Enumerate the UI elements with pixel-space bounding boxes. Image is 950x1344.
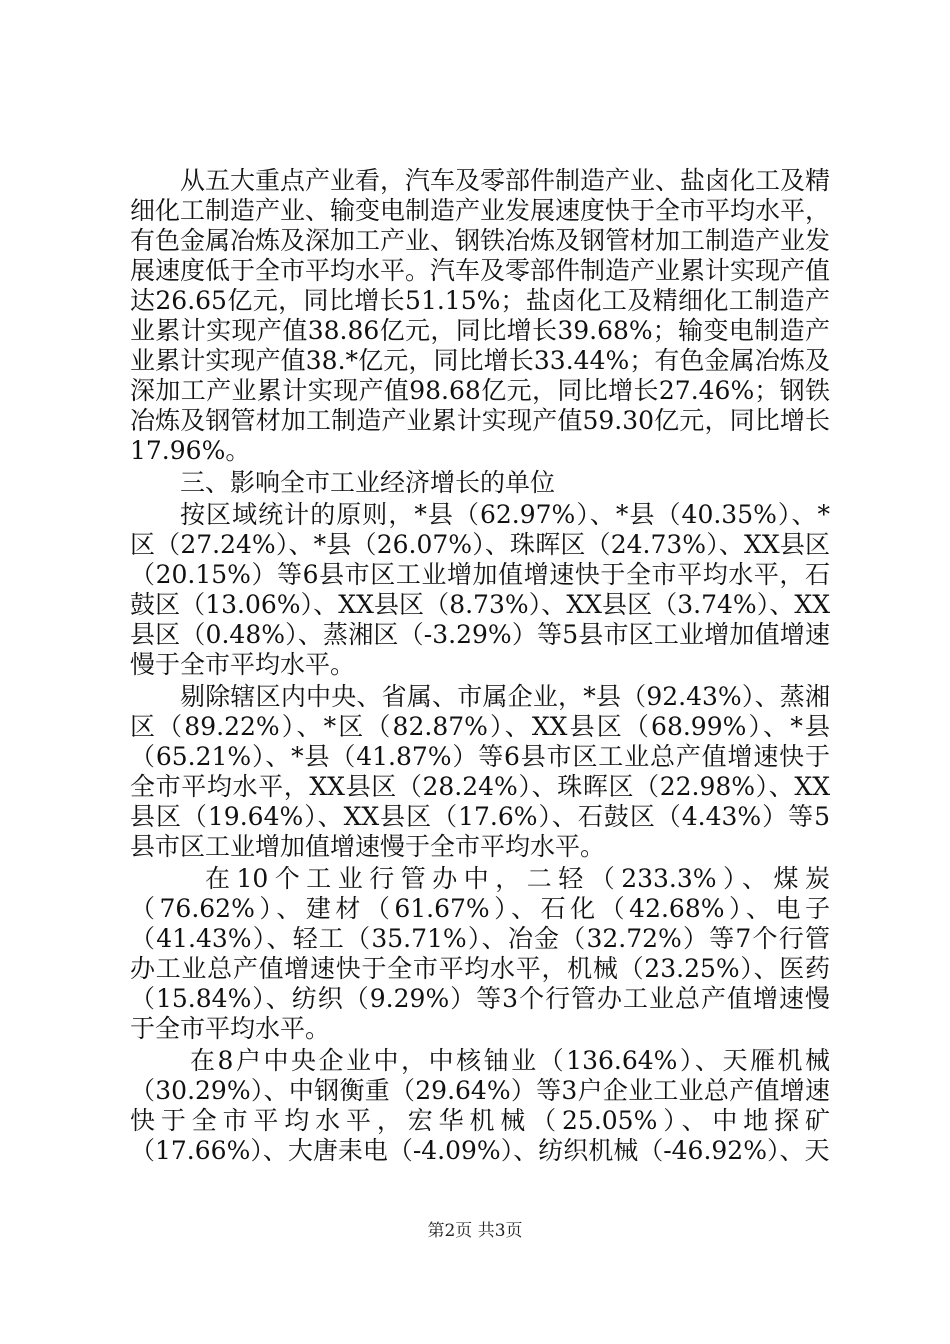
paragraph-regional-stats: 按区域统计的原则，*县（62.97%）、*县（40.35%）、*区（27.24%）、*县（26.07%）、珠晖区（24.73%）、XX县区（20.15%）等6县市区工业增加值增速快于全市平均水平，石鼓区（13.06%）、XX县区（8.73%）、XX县区（3.74%）、XX县区（0.48%）、蒸湘区（-3.29%）等5县市区工业增加值增速慢于全市平均水平。 [130,500,830,679]
page-footer: 第2页 共3页 [427,1221,523,1241]
paragraph-central-enterprises: 在8户中央企业中，中核铀业（136.64%）、天雁机械（30.29%）、中钢衡重（29.64%）等3户企业工业总产值增速快于全市平均水平，宏华机械（25.05%）、中地探矿（17.66%）、大唐耒电（-4.09%）、纺织机械（-46.92%）、天 [130,1046,830,1165]
paragraph-excluding-enterprises: 剔除辖区内中央、省属、市属企业，*县（92.43%）、蒸湘区（89.22%）、*区（82.87%）、XX县区（68.99%）、*县（65.21%）、*县（41.87%）等6县市区工业总产值增速快于全市平均水平，XX县区（28.24%）、珠晖区（22.98%）、XX县区（19.64%）、XX县区（17.6%）、石鼓区（4.43%）等5县市区工业增加值增速慢于全市平均水平。 [130,682,830,861]
paragraph-industry-offices: 在10个工业行管办中，二轻（233.3%）、煤炭（76.62%）、建材（61.67%）、石化（42.68%）、电子（41.43%）、轻工（35.71%）、冶金（32.72%）等7个行管办工业总产值增速快于全市平均水平，机械（23.25%）、医药（15.84%）、纺织（9.29%）等3个行管办工业总产值增速慢于全市平均水平。 [130,864,830,1043]
paragraph-key-industries: 从五大重点产业看，汽车及零部件制造产业、盐卤化工及精细化工制造产业、输变电制造产业发展速度快于全市平均水平，有色金属冶炼及深加工产业、钢铁冶炼及钢管材加工制造产业发展速度低于全市平均水平。汽车及零部件制造产业累计实现产值达26.65亿元，同比增长51.15%；盐卤化工及精细化工制造产业累计实现产值38.86亿元，同比增长39.68%；输变电制造产业累计实现产值38.*亿元，同比增长33.44%；有色金属冶炼及深加工产业累计实现产值98.68亿元，同比增长27.46%；钢铁冶炼及钢管材加工制造产业累计实现产值59.30亿元，同比增长17.96%。 [130,166,831,465]
document-body [130,166,830,1166]
section-heading: 三、影响全市工业经济增长的单位 [180,468,556,497]
